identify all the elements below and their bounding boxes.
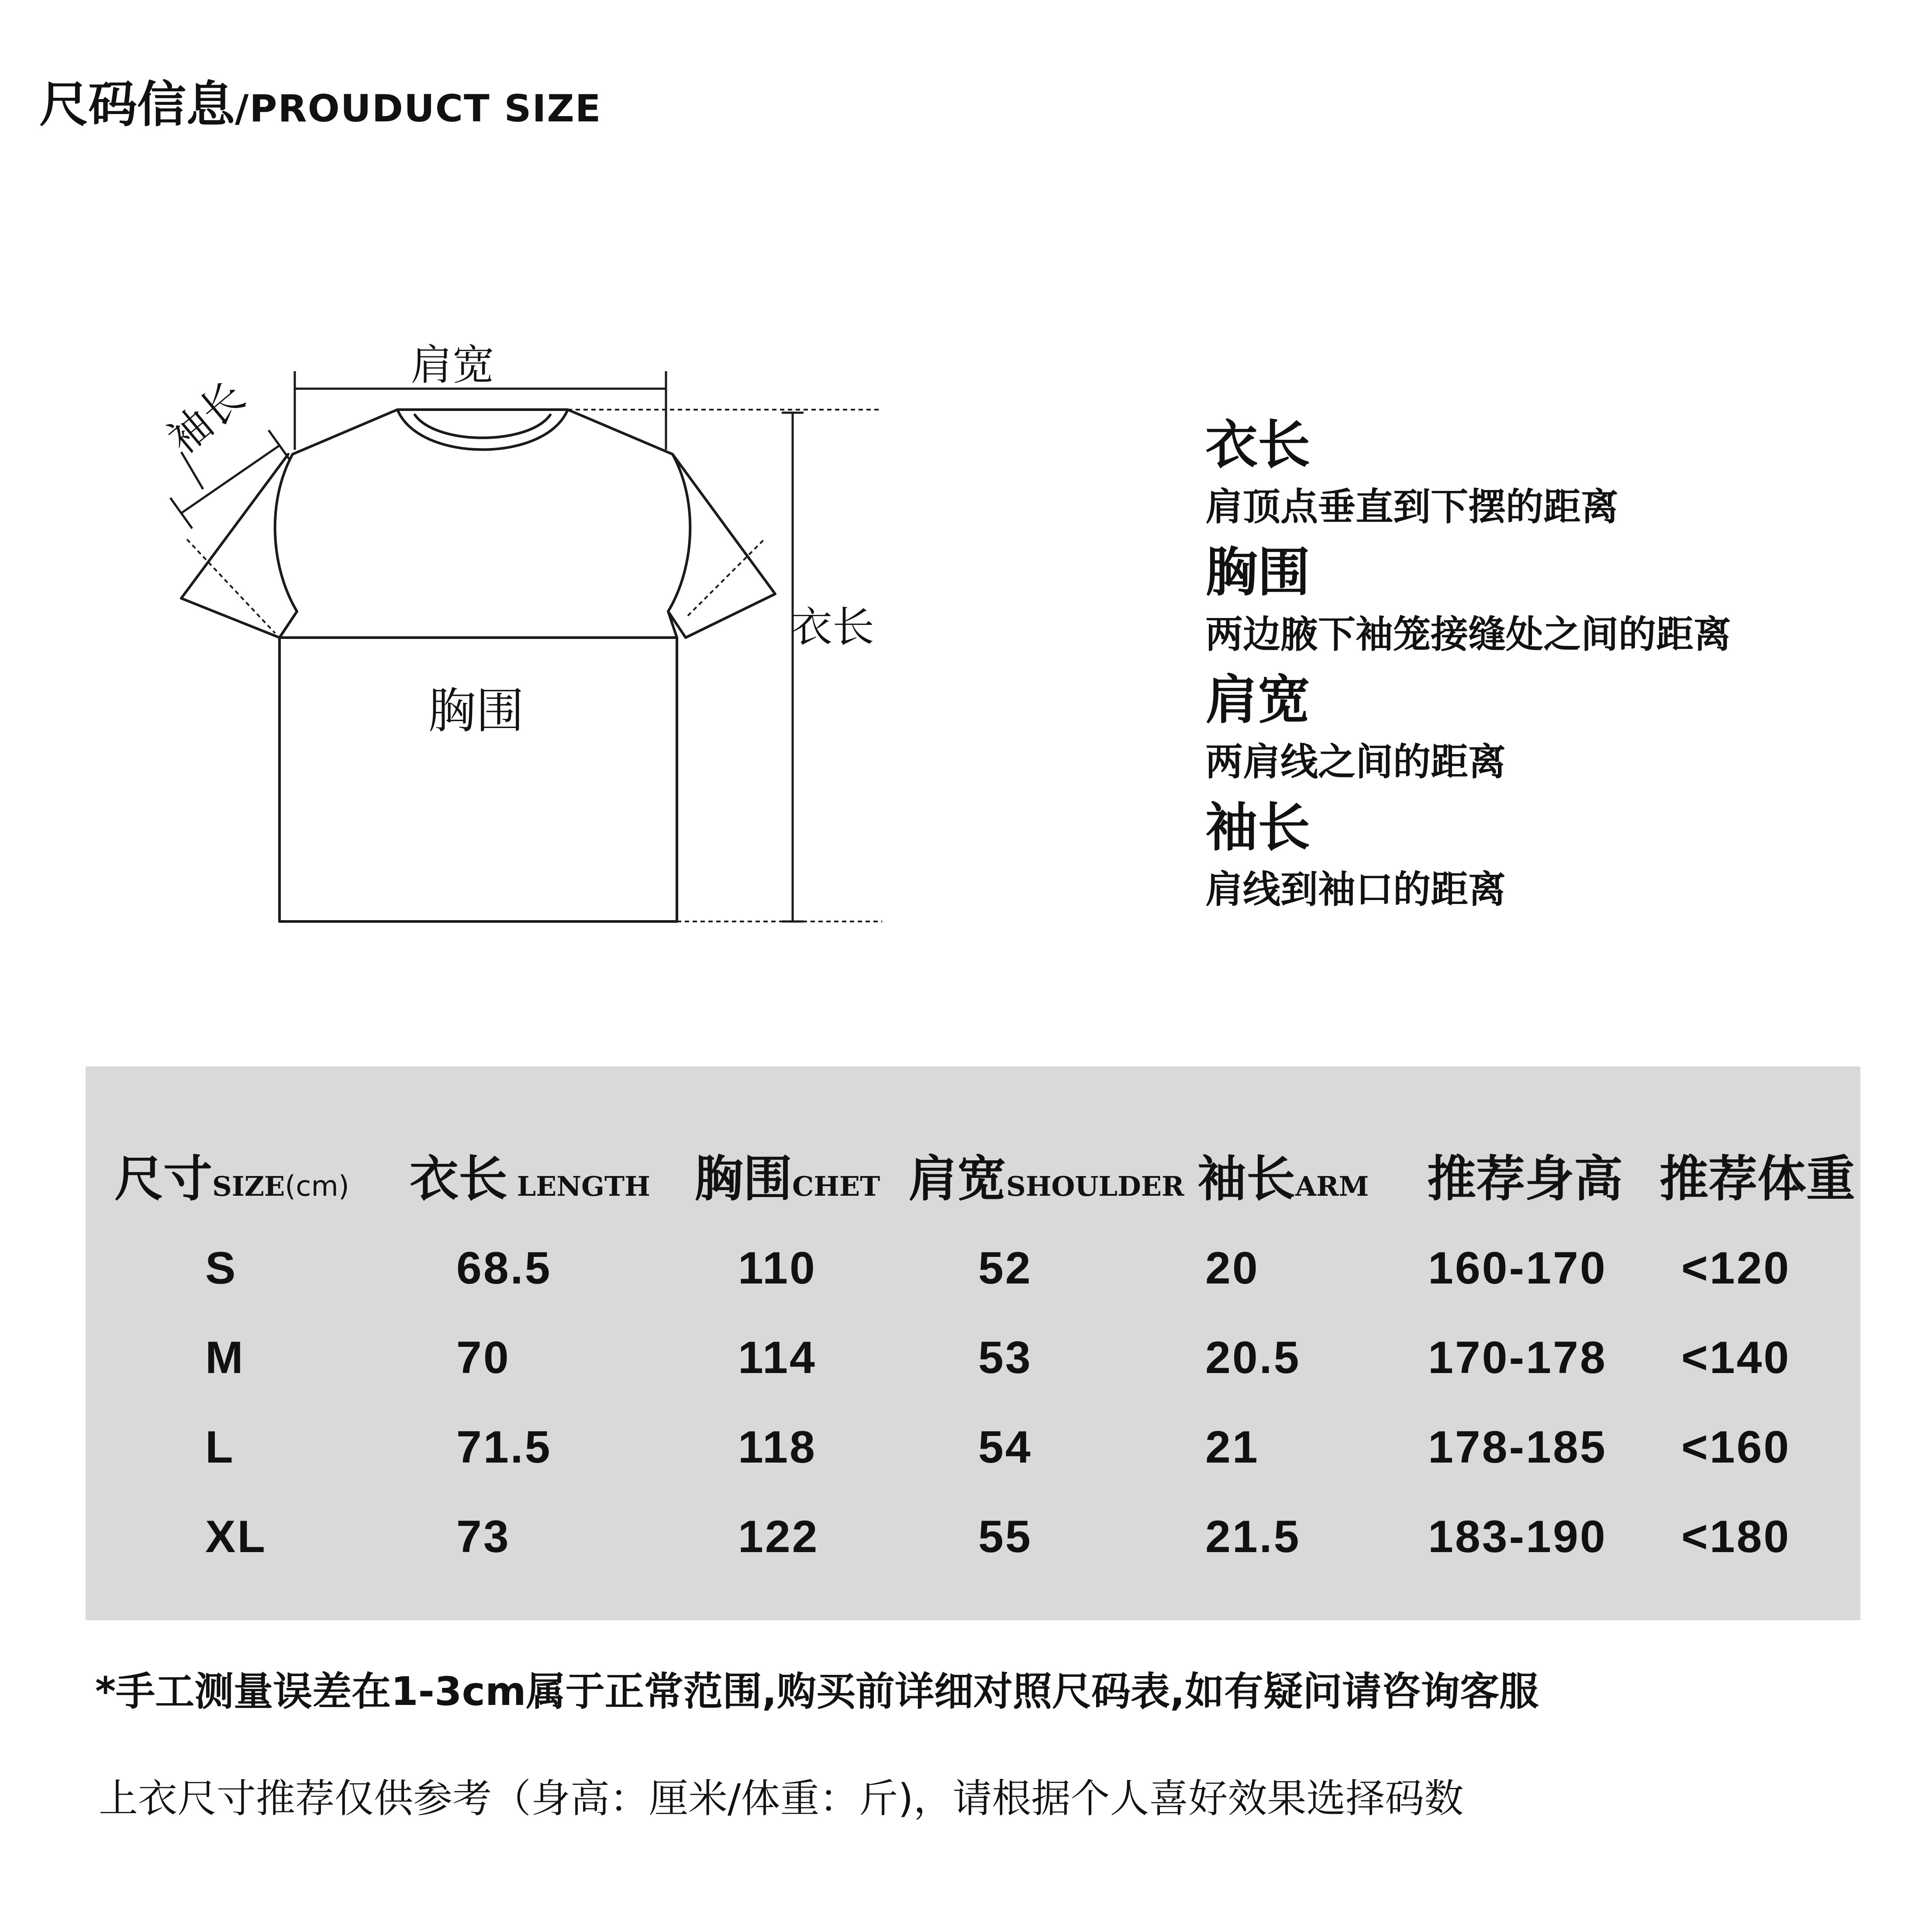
table-cell: 118	[738, 1422, 817, 1473]
table-cell: 70	[456, 1332, 511, 1383]
table-cell: 55	[978, 1511, 1032, 1562]
def-desc-sleeve: 肩线到袖口的距离	[1205, 868, 1506, 911]
header-rec-weight: 推荐体重	[1659, 1151, 1855, 1208]
header-arm: 袖长ARM	[1197, 1151, 1369, 1208]
header-size: 尺寸SIZE(cm)	[114, 1151, 349, 1208]
table-cell: 52	[978, 1243, 1032, 1294]
header-chest: 胸围CHET	[694, 1151, 880, 1208]
label-chest: 胸围	[428, 683, 524, 739]
def-term-shoulder: 肩宽	[1205, 670, 1310, 731]
measurement-definitions	[1205, 415, 1904, 929]
header-rec-height: 推荐身高	[1427, 1151, 1623, 1208]
recommendation-note: 上衣尺寸推荐仅供参考（身高：厘米/体重：斤)，请根据个人喜好效果选择码数	[99, 1776, 1464, 1822]
label-length: 衣长	[790, 603, 874, 652]
label-shoulder: 肩宽	[411, 341, 494, 390]
table-cell: 54	[978, 1422, 1032, 1473]
table-cell: 21	[1205, 1422, 1259, 1473]
table-cell: 170-178	[1428, 1332, 1607, 1383]
table-cell: 21.5	[1205, 1511, 1301, 1562]
table-cell: L	[205, 1422, 235, 1473]
table-cell: 160-170	[1428, 1243, 1607, 1294]
measurement-note: *手工测量误差在1-3cm属于正常范围,购买前详细对照尺码表,如有疑问请咨询客服	[95, 1669, 1539, 1715]
page-title-zh: 尺码信息	[39, 76, 235, 133]
label-sleeve: 袖长	[158, 372, 254, 464]
table-cell: 183-190	[1428, 1511, 1607, 1562]
def-term-chest: 胸围	[1205, 542, 1310, 603]
table-cell: 53	[978, 1332, 1032, 1383]
table-cell: 110	[738, 1243, 817, 1294]
page-title-en: /PROUDUCT SIZE	[235, 87, 602, 131]
table-cell: <120	[1681, 1243, 1791, 1294]
table-cell: XL	[205, 1511, 267, 1562]
def-desc-length: 肩顶点垂直到下摆的距离	[1205, 485, 1618, 529]
def-term-length: 衣长	[1205, 415, 1310, 476]
table-cell: 73	[456, 1511, 511, 1562]
table-cell: 122	[738, 1511, 819, 1562]
table-cell: M	[205, 1332, 245, 1383]
table-cell: 20.5	[1205, 1332, 1301, 1383]
page-title	[39, 66, 602, 136]
tshirt-diagram	[122, 314, 900, 948]
table-cell: 20	[1205, 1243, 1259, 1294]
table-cell: <160	[1681, 1422, 1791, 1473]
header-length: 衣长 LENGTH	[410, 1151, 650, 1208]
def-desc-chest: 两边腋下袖笼接缝处之间的距离	[1205, 613, 1731, 656]
table-cell: 68.5	[456, 1243, 552, 1294]
table-cell: 71.5	[456, 1422, 552, 1473]
def-desc-shoulder: 两肩线之间的距离	[1205, 740, 1506, 784]
table-cell: 178-185	[1428, 1422, 1607, 1473]
table-cell: <140	[1681, 1332, 1791, 1383]
table-cell: 114	[738, 1332, 817, 1383]
def-term-sleeve: 袖长	[1205, 797, 1310, 858]
header-shoulder: 肩宽SHOULDER	[908, 1151, 1184, 1208]
table-cell: <180	[1681, 1511, 1791, 1562]
table-cell: S	[205, 1243, 238, 1294]
